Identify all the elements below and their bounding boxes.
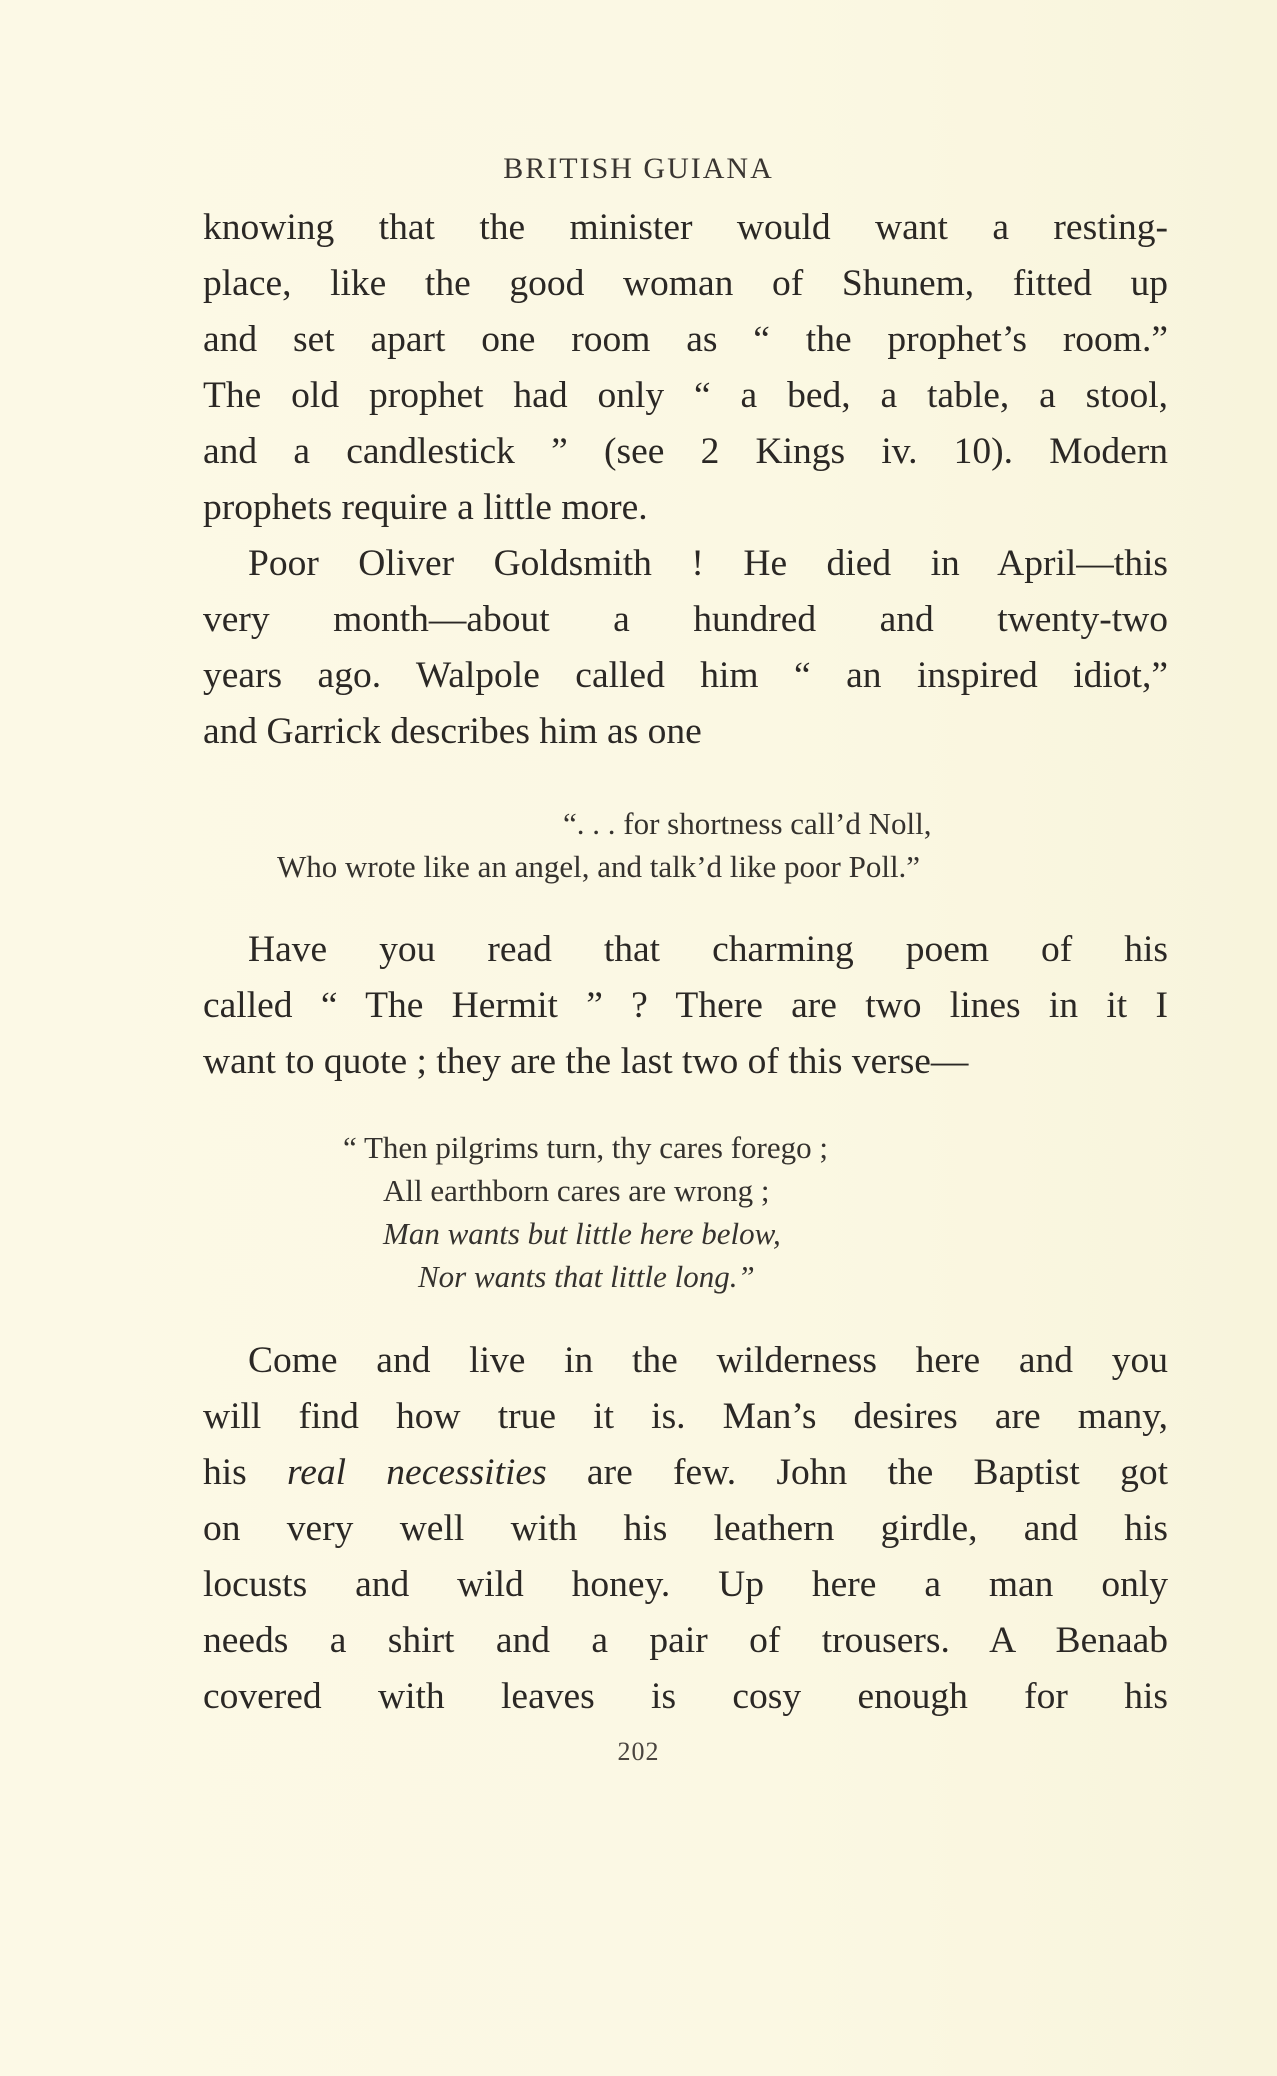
quote-line: Who wrote like an angel, and talk’d like poor Poll.”	[277, 849, 921, 884]
text-line: The old prophet had only “ a bed, a table, a stool,	[203, 375, 1168, 416]
text-line: prophets require a little more.	[203, 487, 648, 528]
running-head: BRITISH GUIANA	[503, 152, 774, 185]
text-line: very month—about a hundred and twenty-two	[203, 599, 1168, 640]
text-line: needs a shirt and a pair of trousers. A Benaab	[203, 1620, 1168, 1661]
text-line: and set apart one room as “ the prophet’s room.”	[203, 319, 1168, 360]
text-line: knowing that the minister would want a resting-	[203, 207, 1168, 248]
text-line: and Garrick describes him as one	[203, 711, 702, 752]
verse-line-italic: Nor wants that little long.”	[418, 1259, 755, 1294]
text-line: called “ The Hermit ” ? There are two lines in it I	[203, 985, 1168, 1026]
text-line-with-italic	[203, 1448, 1168, 1498]
verse-line: All earthborn cares are wrong ;	[383, 1173, 770, 1208]
text-line: on very well with his leathern girdle, and his	[203, 1508, 1168, 1549]
text-line: will find how true it is. Man’s desires are many,	[203, 1396, 1168, 1437]
italic-emphasis: real necessities	[287, 1452, 547, 1493]
page-number: 202	[617, 1737, 660, 1766]
text-line: place, like the good woman of Shunem, fitted up	[203, 263, 1168, 304]
text-line: years ago. Walpole called him “ an inspired idiot,”	[203, 655, 1168, 696]
quote-line: “. . . for shortness call’d Noll,	[563, 806, 932, 841]
text-segment: his	[203, 1452, 288, 1493]
text-line: and a candlestick ” (see 2 Kings iv. 10). Modern	[203, 431, 1168, 472]
verse-line: “ Then pilgrims turn, thy cares forego ;	[343, 1130, 828, 1165]
verse-line-italic: Man wants but little here below,	[383, 1216, 781, 1251]
text-line: want to quote ; they are the last two of this verse—	[203, 1041, 969, 1082]
text-line: Have you read that charming poem of his	[248, 929, 1168, 970]
text-line: Poor Oliver Goldsmith ! He died in April—this	[248, 543, 1168, 584]
text-segment: are few. John the Baptist got	[546, 1452, 1168, 1493]
text-line: locusts and wild honey. Up here a man only	[203, 1564, 1168, 1605]
text-line: Come and live in the wilderness here and you	[248, 1340, 1168, 1381]
text-line: covered with leaves is cosy enough for his	[203, 1676, 1168, 1717]
